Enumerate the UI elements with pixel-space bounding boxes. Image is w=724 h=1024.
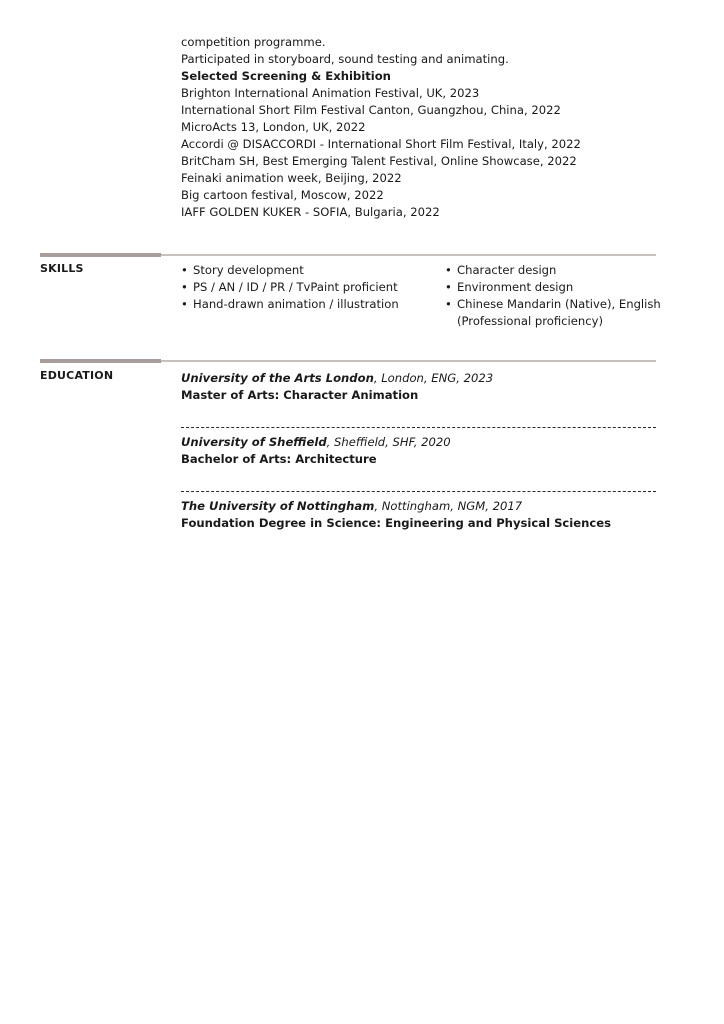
education-degree: Bachelor of Arts: Architecture [181,452,377,466]
education-heading: EDUCATION [40,369,114,382]
experience-line: Participated in storyboard, sound testing and animating. [181,52,509,66]
skills-divider [40,254,656,256]
skill-item [445,279,667,296]
education-entry [181,434,661,468]
skills-heading: SKILLS [40,262,84,275]
skill-item [181,279,399,296]
education-entry [181,370,661,404]
skills-divider-accent [40,253,161,257]
skills-list-right [445,262,667,330]
education-separator [181,491,656,492]
education-degree: Master of Arts: Character Animation [181,388,419,402]
education-school-line [181,370,661,387]
school-name: University of the Arts London [181,371,374,385]
screening-item: IAFF GOLDEN KUKER - SOFIA, Bulgaria, 2022 [181,205,440,219]
screening-item: MicroActs 13, London, UK, 2022 [181,120,366,134]
bullet-icon: • [181,280,188,294]
screening-item: BritCham SH, Best Emerging Talent Festival, Online Showcase, 2022 [181,154,577,168]
school-details: , Nottingham, NGM, 2017 [374,499,523,513]
education-degree: Foundation Degree in Science: Engineering and Physical Sciences [181,516,612,530]
school-details: , Sheffield, SHF, 2020 [326,435,451,449]
school-name: University of Sheffield [181,435,327,449]
screening-item: Feinaki animation week, Beijing, 2022 [181,171,402,185]
skill-text: Environment design [457,280,574,294]
education-school-line [181,434,661,451]
bullet-icon: • [445,280,452,294]
education-entry [181,498,661,532]
skill-item [445,296,667,330]
skills-list-left [181,262,399,313]
school-name: The University of Nottingham [181,499,375,513]
bullet-icon: • [445,297,452,311]
skill-item [181,296,399,313]
bullet-icon: • [445,263,452,277]
bullet-icon: • [181,297,188,311]
experience-line: competition programme. [181,35,326,49]
experience-continued [181,34,701,221]
screening-item: International Short Film Festival Canton, Guangzhou, China, 2022 [181,103,561,117]
education-separator [181,427,656,428]
skill-item [181,262,399,279]
education-school-line [181,498,661,515]
screening-item: Accordi @ DISACCORDI - International Short Film Festival, Italy, 2022 [181,137,581,151]
education-divider-accent [40,359,161,363]
skill-text: Hand-drawn animation / illustration [193,297,399,311]
education-divider [40,360,656,362]
bullet-icon: • [181,263,188,277]
skill-text: Story development [193,263,304,277]
school-details: , London, ENG, 2023 [373,371,494,385]
skill-text: PS / AN / ID / PR / TvPaint proficient [193,280,398,294]
skill-text: Character design [457,263,557,277]
skill-item [445,262,667,279]
screening-heading: Selected Screening & Exhibition [181,69,391,83]
screening-item: Brighton International Animation Festival, UK, 2023 [181,86,480,100]
screening-item: Big cartoon festival, Moscow, 2022 [181,188,384,202]
skill-text: Chinese Mandarin (Native), English (Professional proficiency) [457,297,661,328]
